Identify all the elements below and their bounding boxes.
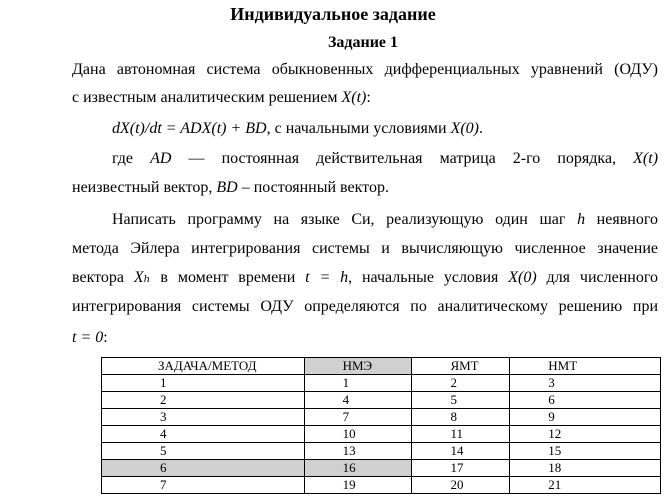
table-cell: 13	[304, 443, 412, 460]
table-cell: 20	[412, 477, 510, 494]
table-cell: 14	[412, 443, 510, 460]
initial-condition-symbol: X(0)	[450, 120, 479, 137]
table-row	[102, 477, 661, 494]
solution-symbol: X(t)	[341, 89, 367, 106]
table-cell: 18	[510, 460, 661, 477]
table-cell: 9	[510, 409, 661, 426]
table-cell: 1	[102, 375, 305, 392]
table-cell: 10	[304, 426, 412, 443]
task-line-3: вектора Xₕ в момент времени t = h, начальные условия X(0) для численного	[72, 269, 658, 286]
header-yamt: ЯМТ	[412, 358, 510, 375]
table-cell: 21	[510, 477, 661, 494]
table-cell: 16	[304, 460, 412, 477]
task-line-4: интегрирования системы ОДУ определяются по аналитическому решению при	[72, 298, 658, 315]
definition-line-2: неизвестный вектор, BD – постоянный вектор.	[72, 179, 389, 196]
table-row	[102, 392, 661, 409]
task-line-1: Написать программу на языке Си, реализующую один шаг h неявного	[112, 211, 658, 228]
intro-line-1: Дана автономная система обыкновенных дифференциальных уравнений (ОДУ)	[72, 61, 658, 78]
header-task-method: ЗАДАЧА/МЕТОД	[102, 358, 305, 375]
table-row	[102, 409, 661, 426]
task-line-2: метода Эйлера интегрирования системы и вычисляющую численное значение	[72, 240, 658, 257]
table-cell: 3	[102, 409, 305, 426]
table-row	[102, 375, 661, 392]
table-cell: 7	[304, 409, 412, 426]
header-nmt: НМТ	[510, 358, 661, 375]
table-cell: 4	[304, 392, 412, 409]
table-cell: 6	[510, 392, 661, 409]
intro-line-2: с известным аналитическим решением X(t):	[72, 89, 371, 106]
task-line-5: t = 0:	[72, 329, 108, 346]
ode-formula: dX(t)/dt = ADX(t) + BD	[112, 120, 267, 137]
table-row	[102, 460, 661, 477]
assignment-heading: Задание 1	[327, 34, 399, 51]
equation-line: dX(t)/dt = ADX(t) + BD, с начальными условиями X(0).	[112, 120, 483, 137]
table-cell: 2	[102, 392, 305, 409]
definition-line-1: где AD — постоянная действительная матрица 2-го порядка, X(t)	[112, 150, 659, 167]
table-cell: 19	[304, 477, 412, 494]
table-cell: 8	[412, 409, 510, 426]
table-cell: 4	[102, 426, 305, 443]
table-cell: 1	[304, 375, 412, 392]
table-header-row	[102, 358, 661, 375]
variants-table	[101, 357, 661, 494]
table-cell: 7	[102, 477, 305, 494]
table-cell: 5	[102, 443, 305, 460]
table-row	[102, 443, 661, 460]
table-cell: 15	[510, 443, 661, 460]
table-cell: 6	[102, 460, 305, 477]
table-cell: 11	[412, 426, 510, 443]
header-nme: НМЭ	[304, 358, 412, 375]
table-row	[102, 426, 661, 443]
document-title: Индивидуальное задание	[230, 4, 436, 24]
table-cell: 2	[412, 375, 510, 392]
table-cell: 3	[510, 375, 661, 392]
table-cell: 5	[412, 392, 510, 409]
table-cell: 12	[510, 426, 661, 443]
table-cell: 17	[412, 460, 510, 477]
